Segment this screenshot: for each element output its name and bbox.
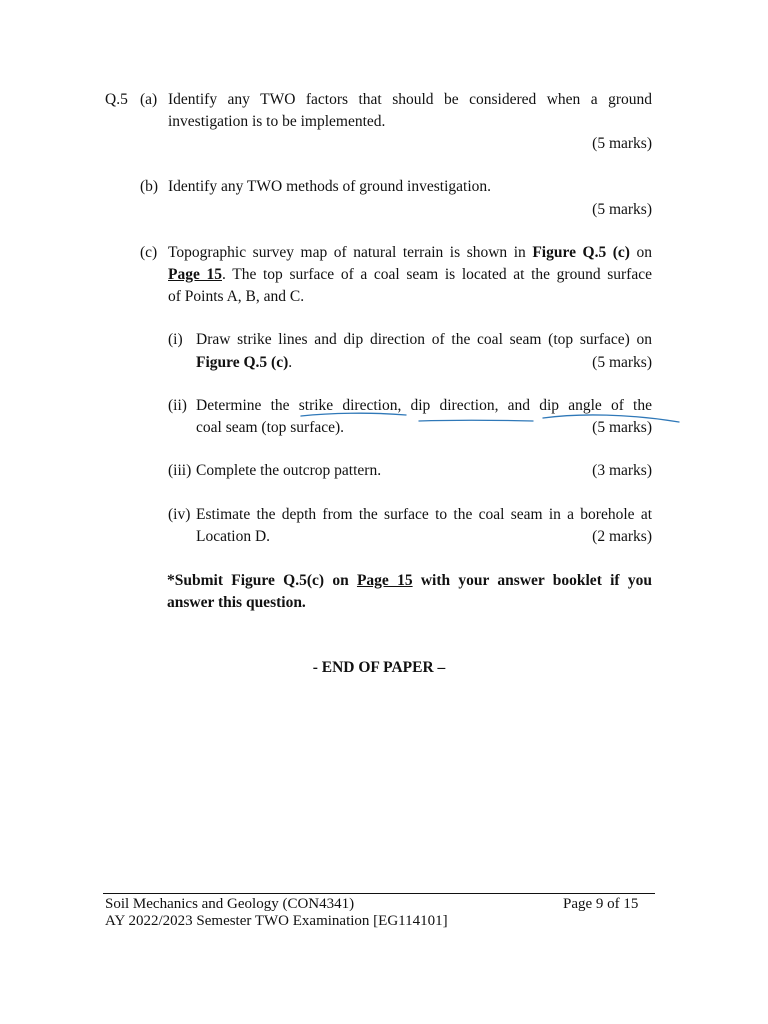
- part-c-i-label: (i): [168, 331, 183, 348]
- part-c-label: (c): [140, 244, 158, 261]
- part-c-iv-text-line1: Estimate the depth from the surface to the coal seam in a borehole at: [196, 506, 652, 523]
- part-c-i-text-line2: Figure Q.5 (c).: [196, 354, 293, 371]
- part-c-iv-marks: (2 marks): [592, 528, 652, 545]
- part-c-iv-label: (iv): [168, 506, 191, 523]
- part-c-iv-text-line2: Location D.: [196, 528, 271, 545]
- part-b-label: (b): [140, 178, 159, 195]
- footer-course: Soil Mechanics and Geology (CON4341): [105, 896, 355, 912]
- part-a-label: (a): [140, 91, 158, 108]
- part-c-i-marks: (5 marks): [592, 354, 652, 371]
- pen-underline-dip-direction: [419, 420, 533, 421]
- submission-note-line2: answer this question.: [167, 594, 306, 611]
- part-c-iii-text: Complete the outcrop pattern.: [196, 462, 382, 479]
- part-c-ii-text-line2: coal seam (top surface).: [196, 419, 345, 436]
- part-c-ii-label: (ii): [168, 397, 187, 414]
- page-15-link[interactable]: Page 15: [168, 266, 222, 283]
- page-15-link-note[interactable]: Page 15: [356, 572, 413, 589]
- question-number: Q.5: [105, 91, 128, 108]
- part-c-i-text-line1: Draw strike lines and dip direction of the coal seam (top surface) on: [196, 331, 652, 348]
- part-a-marks: (5 marks): [592, 135, 652, 152]
- part-b-text: Identify any TWO methods of ground investigation.: [168, 178, 492, 195]
- part-a-text-line1: Identify any TWO factors that should be considered when a ground: [168, 91, 652, 108]
- pen-underline-dip-angle: [543, 415, 679, 422]
- figure-reference: Figure Q.5 (c): [532, 244, 630, 261]
- submission-note-line1: *Submit Figure Q.5(c) on Page 15 with your answer booklet if you: [167, 572, 652, 589]
- part-c-ii-text-line1: Determine the strike direction, dip direction, and dip angle of the: [196, 397, 652, 414]
- part-a-text-line2: investigation is to be implemented.: [168, 113, 386, 130]
- part-c-iii-marks: (3 marks): [592, 462, 652, 479]
- end-of-paper: - END OF PAPER –: [312, 659, 446, 676]
- part-c-text-line3: of Points A, B, and C.: [168, 288, 305, 305]
- part-c-iii-label: (iii): [168, 462, 192, 479]
- footer-page-number: Page 9 of 15: [563, 896, 639, 912]
- part-c-ii-marks: (5 marks): [592, 419, 652, 436]
- part-c-text-line1: Topographic survey map of natural terrain is shown in Figure Q.5 (c) on: [168, 244, 653, 261]
- part-b-marks: (5 marks): [592, 201, 652, 218]
- pen-underline-strike-direction: [301, 413, 406, 416]
- footer-exam: AY 2022/2023 Semester TWO Examination [EG114101]: [105, 913, 448, 929]
- part-c-text-line2: Page 15. The top surface of a coal seam is located at the ground surface: [168, 266, 652, 283]
